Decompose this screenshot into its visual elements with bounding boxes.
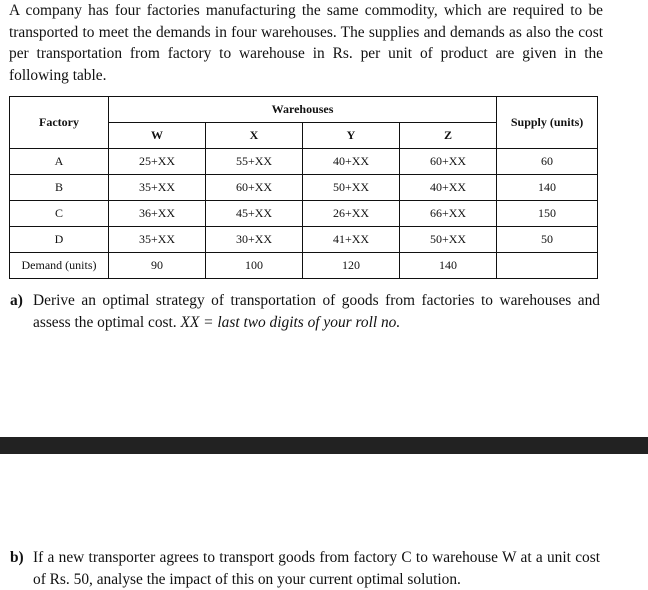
factory-cell: C [10, 201, 109, 227]
demand-cell: 120 [303, 253, 400, 279]
part-a-italic-note: XX = last two digits of your roll no. [180, 313, 401, 331]
cost-cell: 36+XX [109, 201, 206, 227]
demand-cell: 100 [206, 253, 303, 279]
table-row [10, 227, 598, 253]
supply-cell: 50 [497, 227, 598, 253]
demand-cell: 140 [400, 253, 497, 279]
cost-cell: 41+XX [303, 227, 400, 253]
table-row [10, 175, 598, 201]
factory-cell: A [10, 149, 109, 175]
demand-cell: 90 [109, 253, 206, 279]
divider-bar [0, 437, 648, 454]
supply-header: Supply (units) [497, 97, 598, 149]
cost-cell: 25+XX [109, 149, 206, 175]
cost-cell: 60+XX [206, 175, 303, 201]
table-row [10, 201, 598, 227]
cost-cell: 35+XX [109, 227, 206, 253]
cost-cell: 50+XX [400, 227, 497, 253]
cost-cell: 26+XX [303, 201, 400, 227]
cost-cell: 40+XX [400, 175, 497, 201]
supply-cell: 140 [497, 175, 598, 201]
warehouses-header: Warehouses [109, 97, 497, 123]
warehouse-column-header: X [206, 123, 303, 149]
question-part-a [10, 290, 600, 333]
factory-header: Factory [10, 97, 109, 149]
cost-cell: 60+XX [400, 149, 497, 175]
part-a-label: a) [10, 292, 23, 309]
factory-cell: D [10, 227, 109, 253]
cost-cell: 35+XX [109, 175, 206, 201]
demand-label: Demand (units) [10, 253, 109, 279]
part-a-body: Derive an optimal strategy of transportation of goods from factories to warehouses and assess the optimal cost. [33, 292, 600, 331]
warehouse-column-header: Z [400, 123, 497, 149]
table-row [10, 149, 598, 175]
demand-row [10, 253, 598, 279]
part-a-text [33, 290, 600, 333]
warehouse-column-header: Y [303, 123, 400, 149]
cost-cell: 50+XX [303, 175, 400, 201]
cost-cell: 30+XX [206, 227, 303, 253]
cost-cell: 40+XX [303, 149, 400, 175]
question-part-b [10, 547, 600, 590]
intro-paragraph: A company has four factories manufacturing the same commodity, which are required to be transported to meet the demands in four warehouses. The supplies and demands as also the cost per transportation from factory to warehouse in Rs. per unit of product are given in the following table. [9, 2, 603, 84]
cost-cell: 55+XX [206, 149, 303, 175]
cost-cell: 66+XX [400, 201, 497, 227]
part-b-text: If a new transporter agrees to transport goods from factory C to warehouse W at a unit cost of Rs. 50, analyse the impact of this on your current optimal solution. [33, 549, 600, 588]
transportation-table [9, 96, 598, 279]
cost-cell: 45+XX [206, 201, 303, 227]
part-b-label: b) [10, 549, 24, 566]
warehouse-column-header: W [109, 123, 206, 149]
supply-cell: 60 [497, 149, 598, 175]
empty-cell [497, 253, 598, 279]
supply-cell: 150 [497, 201, 598, 227]
factory-cell: B [10, 175, 109, 201]
